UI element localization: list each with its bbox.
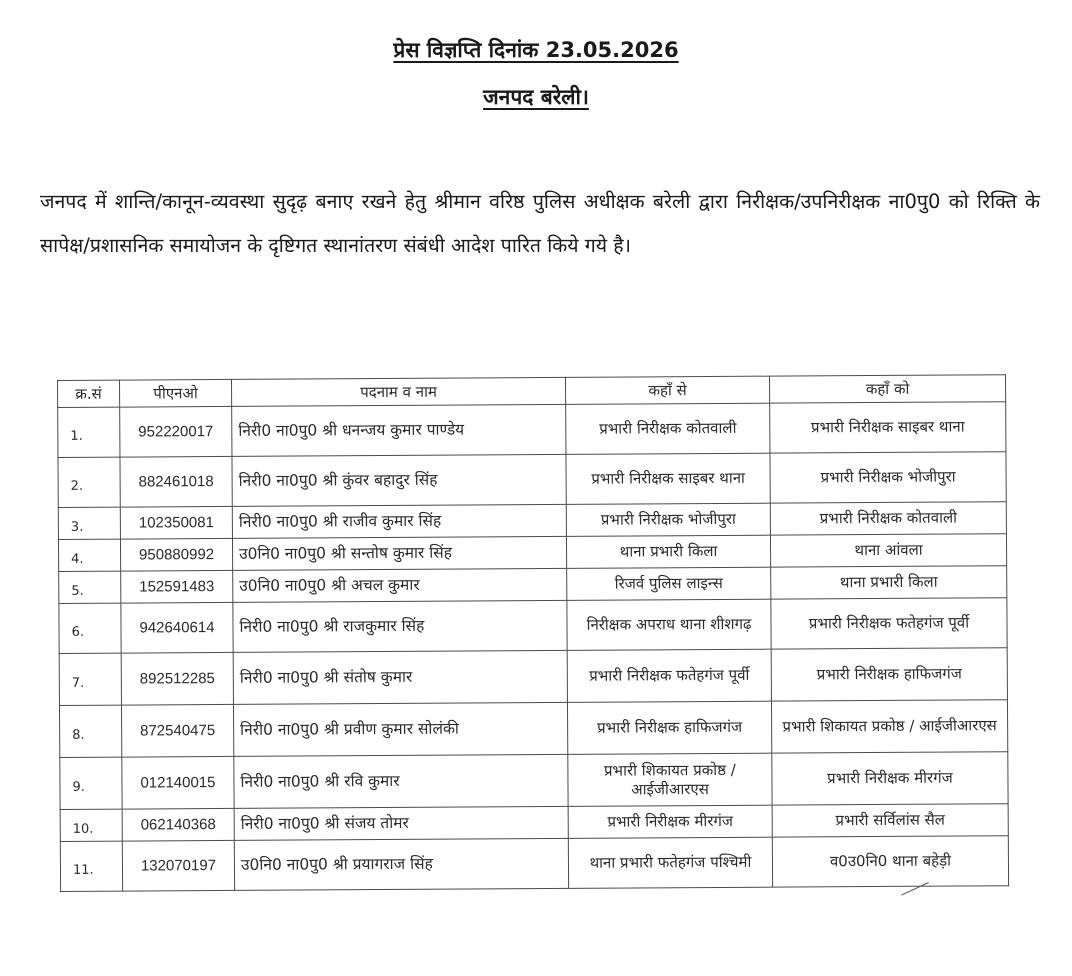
row-pno: 942640614: [121, 602, 233, 653]
table-row: [60, 752, 1008, 810]
row-pno: 102350081: [120, 506, 232, 539]
row-name: निरी0 ना0पु0 श्री राजीव कुमार सिंह: [232, 504, 566, 538]
header-designation-name: पदनाम व नाम: [231, 377, 565, 406]
row-name: निरी0 ना0पु0 श्री धनन्जय कुमार पाण्डेय: [232, 404, 566, 456]
row-from: प्रभारी निरीक्षक कोतवाली: [566, 403, 770, 454]
header-serial: क्र.सं: [58, 380, 120, 407]
row-pno: 062140368: [122, 808, 234, 841]
transfer-table: [57, 374, 1009, 892]
table-row: [59, 598, 1007, 654]
table-row: [59, 700, 1007, 758]
row-from: प्रभारी निरीक्षक मीरगंज: [568, 805, 772, 838]
row-to: प्रभारी निरीक्षक हाफिजगंज: [771, 648, 1007, 701]
row-from: प्रभारी शिकायत प्रकोष्ठ / आईजीआरएस: [568, 753, 772, 806]
body-paragraph: जनपद में शान्ति/कानून-व्यवस्था सुदृढ़ बनाए रखने हेतु श्रीमान वरिष्ठ पुलिस अधीक्षक बरेली द्वारा निरीक्षक/उपनिरीक्षक ना0पु0 को रिक्ति के सापेक्ष/प्रशासनिक समायोजन के दृष्टिगत स्थानांतरण संबंधी आदेश पारित किये गये है।: [40, 190, 1040, 257]
row-serial: 2.: [58, 457, 120, 507]
row-pno: 012140015: [122, 756, 234, 809]
row-from: प्रभारी निरीक्षक फतेहगंज पूर्वी: [567, 649, 771, 702]
row-serial: 1.: [58, 407, 120, 457]
row-name: उ0नि0 ना0पु0 श्री अचल कुमार: [233, 568, 567, 602]
row-serial: 5.: [59, 571, 121, 603]
row-name: निरी0 ना0पु0 श्री संजय तोमर: [234, 806, 568, 840]
row-serial: 11.: [60, 841, 122, 891]
row-serial: 4.: [58, 539, 120, 571]
table-row: [58, 402, 1006, 458]
row-to: थाना आंवला: [770, 534, 1006, 567]
district-subtitle: जनपद बरेली।: [483, 85, 589, 109]
table-row: [59, 648, 1007, 706]
row-from: प्रभारी निरीक्षक भोजीपुरा: [566, 503, 770, 536]
header-to: कहाँ को: [769, 375, 1005, 403]
row-serial: 10.: [60, 809, 122, 841]
row-to: प्रभारी निरीक्षक भोजीपुरा: [770, 452, 1006, 503]
press-release-title: प्रेस विज्ञप्ति दिनांक 23.05.2026: [393, 38, 679, 62]
row-name: निरी0 ना0पु0 श्री रवि कुमार: [234, 754, 568, 808]
row-serial: 6.: [59, 603, 121, 653]
row-to: प्रभारी शिकायत प्रकोष्ठ / आईजीआरएस: [771, 700, 1007, 753]
header-pno: पीएनओ: [120, 379, 232, 407]
row-name: उ0नि0 ना0पु0 श्री प्रयागराज सिंह: [234, 838, 568, 890]
row-serial: 3.: [58, 507, 120, 539]
row-name: निरी0 ना0पु0 श्री राजकुमार सिंह: [233, 600, 567, 652]
row-serial: 9.: [60, 757, 122, 809]
row-to: प्रभारी निरीक्षक फतेहगंज पूर्वी: [771, 598, 1007, 649]
row-from: थाना प्रभारी फतेहगंज पश्चिमी: [568, 837, 772, 888]
row-to: प्रभारी निरीक्षक मीरगंज: [772, 752, 1008, 805]
row-serial: 7.: [59, 653, 121, 705]
row-name: निरी0 ना0पु0 श्री संतोष कुमार: [233, 650, 567, 704]
row-pno: 950880992: [120, 538, 232, 571]
row-pno: 952220017: [120, 406, 232, 457]
row-from: थाना प्रभारी किला: [566, 535, 770, 568]
row-pno: 892512285: [121, 652, 233, 705]
row-from: प्रभारी निरीक्षक हाफिजगंज: [567, 701, 771, 754]
header-from: कहाँ से: [565, 376, 769, 404]
row-serial: 8.: [59, 705, 121, 757]
row-from: रिजर्व पुलिस लाइन्स: [567, 567, 771, 600]
row-pno: 882461018: [120, 456, 232, 507]
row-pno: 132070197: [122, 840, 234, 891]
row-to: व0उ0नि0 थाना बहेड़ी: [772, 836, 1008, 887]
row-name: निरी0 ना0पु0 श्री कुंवर बहादुर सिंह: [232, 454, 566, 506]
row-to: प्रभारी निरीक्षक कोतवाली: [770, 502, 1006, 535]
table-row: [60, 836, 1008, 892]
row-to: प्रभारी सर्विलांस सैल: [772, 804, 1008, 837]
row-from: प्रभारी निरीक्षक साइबर थाना: [566, 453, 770, 504]
row-to: थाना प्रभारी किला: [771, 566, 1007, 599]
transfer-table-container: [57, 374, 1009, 892]
row-pno: 152591483: [121, 570, 233, 603]
row-pno: 872540475: [121, 704, 233, 757]
row-from: निरीक्षक अपराध थाना शीशगढ़: [567, 599, 771, 650]
row-to: प्रभारी निरीक्षक साइबर थाना: [770, 402, 1006, 453]
row-name: उ0नि0 ना0पु0 श्री सन्तोष कुमार सिंह: [232, 536, 566, 570]
table-row: [58, 452, 1006, 508]
row-name: निरी0 ना0पु0 श्री प्रवीण कुमार सोलंकी: [233, 702, 567, 756]
